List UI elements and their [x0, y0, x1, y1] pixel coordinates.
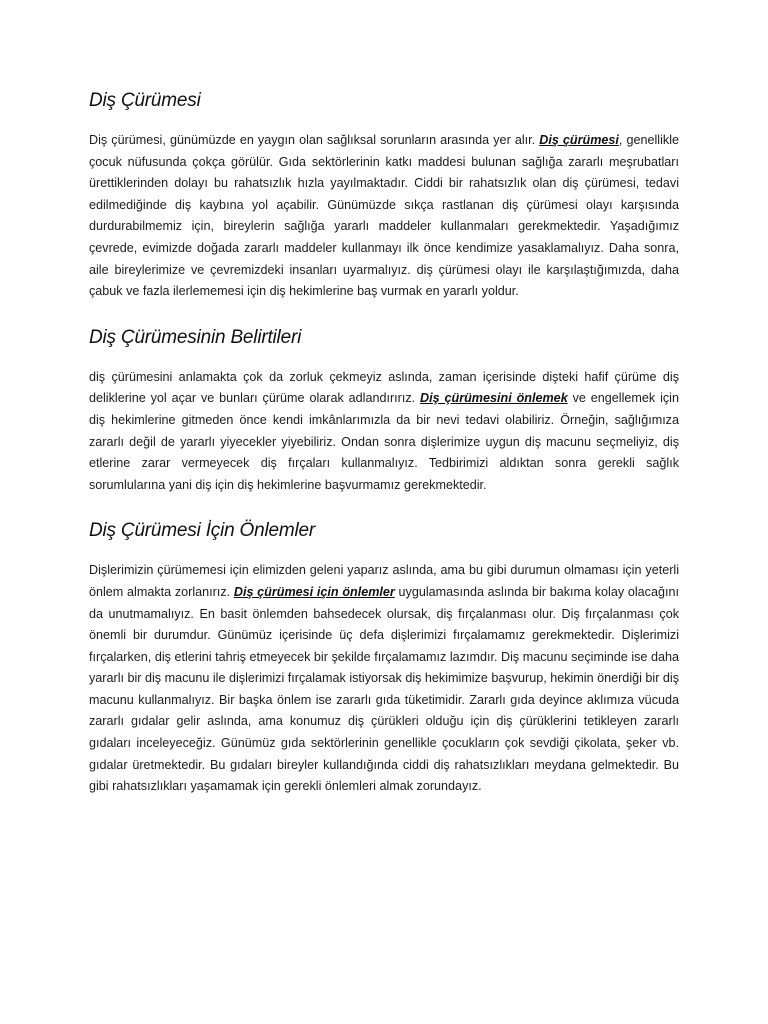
section-heading-onlemler: Diş Çürümesi İçin Önlemler	[89, 520, 316, 542]
paragraph-text: uygulamasında aslında bir bakıma kolay olacağını da unutmamalıyız. En basit önlemden bahsedecek olursak, diş fırçalanması olur. Diş fırçalanması çok önemli bir durumdur. Günümüz içerisinde üç defa dişlerimizi fırçalamamız gerekmektedir. Dişlerimizi fırçalarken, diş etlerini tahriş etmeyecek bir şekilde fırçalamamız lazımdır. Diş macunu seçiminde ise daha yararlı bir diş macunu ile dişlerimizi fırçalamak istiyorsak diş hekimimize başvurup, hekimin önerdiği bir diş macunu kullanmalıyız. Bir başka önlem ise zararlı gıda tüketimidir. Zararlı gıda deyince aklımıza vücuda zararlı gıdalar gelir aslında, ama konumuz diş çürükleri olduğu için diş çürüklerini tetikleyen zararlı gıdaları inceleyeceğiz. Günümüz gıda sektörlerinin genellikle çocukların çok sevdiği çikolata, şeker vb. gıdalar üretmektedir. Bu gıdaları bireyler kullandığında ciddi diş rahatsızlıkları meydana gelmektedir. Bu gibi rahatsızlıkları yaşamamak için gerekli önlemleri almak zorundayız.	[89, 584, 680, 794]
dis-curumesi-icin-onlemler-link[interactable]: Diş çürümesi için önlemler	[233, 584, 395, 599]
dis-curumesini-onlemek-link[interactable]: Diş çürümesini önlemek	[420, 391, 568, 406]
paragraph-text: Dişlerimizin çürümemesi için elimizden geleni yaparız aslında, ama bu gibi durumun olmaması için yeterli önlem almakta zorlanırız.	[89, 563, 679, 599]
section-paragraph	[89, 367, 679, 497]
dis-curumesi-link[interactable]: Diş çürümesi	[539, 133, 619, 147]
paragraph-text: Diş çürümesi, günümüzde en yaygın olan sağlıksal sorunların arasında yer alır.	[89, 133, 540, 147]
document-body	[89, 90, 679, 798]
paragraph-text: diş çürümesini anlamakta çok da zorluk çekmeyiz aslında, zaman içerisinde dişteki hafif çürüme diş deliklerine yol açar ve bunları çürüme olarak adlandırırız.	[89, 369, 679, 406]
section-heading-belirtileri: Diş Çürümesinin Belirtileri	[89, 326, 302, 348]
paragraph-text: ve engellemek için diş hekimlerine gitmeden önce kendi imkânlarımızla da bir nevi tedavi olabiliriz. Örneğin, sağlığımıza zararlı değil de yararlı yiyecekler yiyebiliriz. Ondan sonra dişlerimize uygun diş macunu seçmeliyiz, diş etlerine zarar vermeyecek diş fırçaları kullanmalıyız. Tedbirimizi aldıktan sonra gerekli sağlık sorumlularına yani diş için diş hekimlerine başvurmamız gerekmektedir.	[89, 391, 679, 492]
paragraph-text: , genellikle çocuk nüfusunda çokça görülür. Gıda sektörlerinin katkı maddesi bulunan sağlığa zararlı meşrubatları ürettiklerinden dolayı bu rahatsızlık hızla yayılmaktadır. Ciddi bir rahatsızlık olan diş çürümesi, tedavi edilmediğinde diş kaybına yol açabilir. Günümüzde sıkça rastlanan diş çürümesi olayı karşısında durdurabilmemiz için, bireylerin sağlığa yararlı maddeler kullanmaları gerekmektedir. Yaşadığımız çevrede, evimizde doğada zararlı maddeler kullanmayı ilk önce kendimize yasaklamalıyız. Daha sonra, aile bireylerimize ve çevremizdeki insanları uyarmalıyız. diş çürümesi olayı ile karşılaştığımızda, daha çabuk ve fazla ilerlememesi için diş hekimlerine baş vurmak en yararlı yoldur.	[89, 133, 679, 299]
section-paragraph	[89, 130, 679, 303]
section-paragraph	[89, 560, 679, 798]
section-heading-dis-curumesi: Diş Çürümesi	[89, 90, 201, 111]
